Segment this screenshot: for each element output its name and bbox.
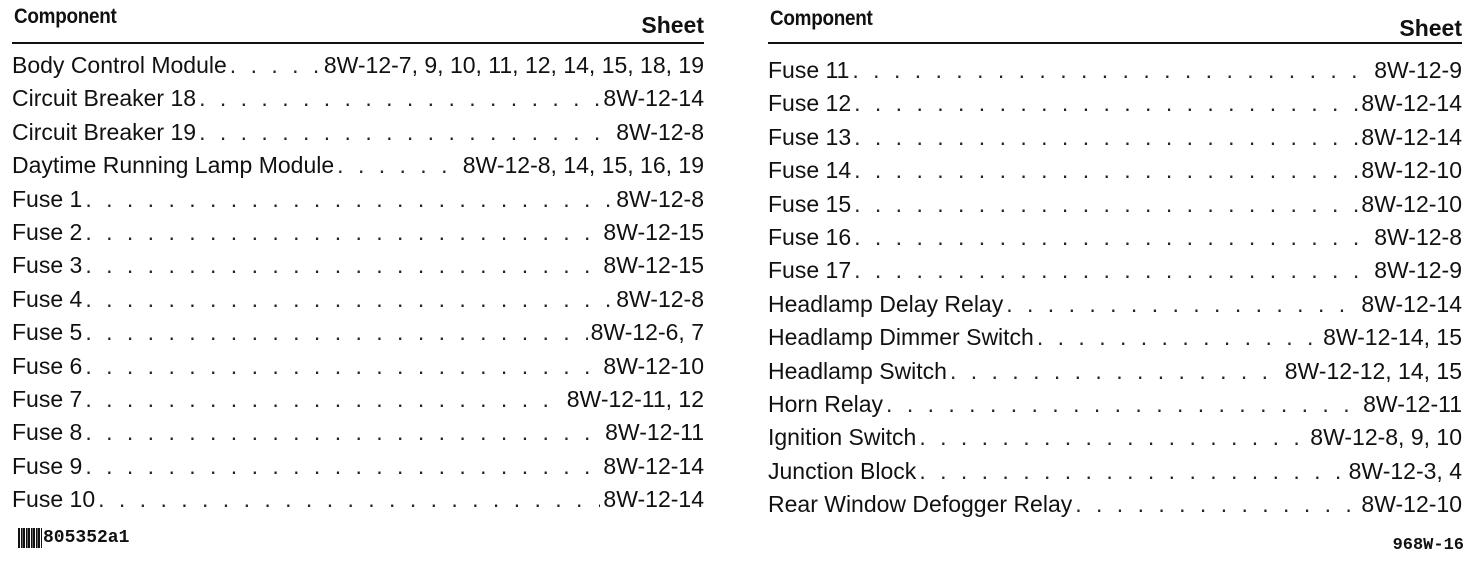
component-name: Fuse 17	[768, 257, 852, 284]
index-row	[12, 183, 704, 216]
sheet-reference: 8W-12-8, 9, 10	[1310, 424, 1462, 451]
dot-leader	[199, 82, 600, 115]
dot-leader	[1037, 321, 1320, 354]
sheet-reference: 8W-12-11	[605, 419, 704, 446]
dot-leader	[854, 221, 1371, 254]
component-name: Body Control Module	[12, 52, 227, 78]
component-name: Fuse 11	[768, 57, 850, 83]
dot-leader	[85, 416, 602, 449]
component-name: Junction Block	[768, 457, 917, 484]
dot-leader	[852, 54, 1371, 87]
page-code: 968W-16	[1392, 536, 1464, 555]
sheet-reference: 8W-12-7, 9, 10, 11, 12, 14, 15, 18, 19	[323, 52, 704, 78]
sheet-reference: 8W-12-8	[616, 185, 704, 212]
component-name: Headlamp Switch	[768, 357, 947, 384]
component-name: Fuse 1	[12, 185, 83, 212]
sheet-reference: 8W-12-10	[1361, 157, 1462, 184]
index-row	[768, 54, 1462, 87]
dot-leader	[199, 116, 613, 149]
index-row	[768, 355, 1462, 388]
sheet-reference: 8W-12-14	[603, 452, 704, 479]
sheet-reference: 8W-12-10	[1361, 491, 1462, 518]
index-row	[768, 87, 1462, 120]
component-name: Fuse 3	[12, 252, 83, 279]
sheet-column-heading: Sheet	[641, 12, 704, 38]
right-column-header	[768, 0, 1462, 44]
component-name: Ignition Switch	[768, 424, 917, 451]
left-component-list	[12, 44, 704, 516]
sheet-reference: 8W-12-15	[603, 218, 704, 245]
component-name: Fuse 4	[12, 285, 83, 312]
dot-leader	[85, 450, 600, 483]
sheet-reference: 8W-12-9	[1374, 257, 1462, 284]
sheet-reference: 8W-12-8	[1374, 223, 1462, 250]
dot-leader	[854, 87, 1358, 120]
left-column-header	[12, 0, 704, 44]
dot-leader	[854, 154, 1358, 187]
component-name: Headlamp Dimmer Switch	[768, 324, 1034, 351]
index-row	[768, 321, 1462, 354]
dot-leader	[98, 483, 600, 516]
index-row	[768, 421, 1462, 454]
dot-leader	[950, 355, 1282, 388]
dot-leader	[919, 455, 1345, 488]
component-name: Circuit Breaker 18	[12, 85, 197, 112]
index-row	[768, 488, 1462, 521]
component-name: Fuse 6	[12, 352, 83, 379]
index-row	[12, 49, 704, 82]
index-row	[12, 450, 704, 483]
sheet-reference: 8W-12-14	[1361, 123, 1462, 150]
sheet-column-heading: Sheet	[1399, 15, 1462, 41]
index-row	[12, 383, 704, 416]
index-row	[768, 288, 1462, 321]
dot-leader	[85, 283, 613, 316]
dot-leader	[85, 216, 600, 249]
dot-leader	[230, 49, 321, 82]
index-row	[768, 221, 1462, 254]
dot-leader	[886, 388, 1360, 421]
component-name: Fuse 7	[12, 385, 83, 412]
dot-leader	[85, 383, 563, 416]
dot-leader	[337, 149, 460, 182]
right-component-list	[768, 44, 1462, 521]
component-name: Fuse 10	[12, 486, 96, 513]
left-index-column	[12, 0, 704, 516]
component-column-heading: Component	[14, 5, 117, 28]
component-name: Rear Window Defogger Relay	[768, 491, 1073, 518]
component-name: Circuit Breaker 19	[12, 118, 197, 145]
right-index-column	[768, 0, 1462, 521]
index-row	[12, 249, 704, 282]
dot-leader	[85, 316, 587, 349]
index-row	[12, 316, 704, 349]
dot-leader	[85, 350, 600, 383]
sheet-reference: 8W-12-10	[603, 352, 704, 379]
sheet-reference: 8W-12-11, 12	[566, 385, 704, 412]
sheet-reference: 8W-12-8, 14, 15, 16, 19	[462, 152, 704, 179]
component-name: Fuse 8	[12, 419, 83, 446]
index-row	[768, 188, 1462, 221]
sheet-reference: 8W-12-8	[616, 285, 704, 312]
sheet-reference: 8W-12-14	[603, 486, 704, 513]
component-name: Fuse 2	[12, 218, 83, 245]
figure-code-text: 805352a1	[43, 528, 130, 548]
sheet-reference: 8W-12-3, 4	[1348, 457, 1462, 484]
component-name: Fuse 13	[768, 123, 852, 150]
dot-leader	[854, 188, 1358, 221]
index-row	[12, 149, 704, 182]
dot-leader	[854, 121, 1358, 154]
component-name: Fuse 12	[768, 90, 852, 117]
sheet-reference: 8W-12-14	[1361, 290, 1462, 317]
index-row	[768, 254, 1462, 287]
dot-leader	[919, 421, 1307, 454]
component-name: Fuse 16	[768, 223, 852, 250]
component-name: Headlamp Delay Relay	[768, 290, 1004, 317]
component-name: Fuse 15	[768, 190, 852, 217]
dot-leader	[1006, 288, 1358, 321]
sheet-reference: 8W-12-15	[603, 252, 704, 279]
sheet-reference: 8W-12-6, 7	[590, 319, 704, 346]
component-name: Daytime Running Lamp Module	[12, 152, 335, 179]
dot-leader	[1075, 488, 1358, 521]
index-row	[12, 82, 704, 115]
sheet-reference: 8W-12-14	[1361, 90, 1462, 117]
component-name: Fuse 14	[768, 157, 852, 184]
sheet-reference: 8W-12-12, 14, 15	[1284, 357, 1462, 384]
component-name: Fuse 5	[12, 319, 83, 346]
scan-mark	[18, 528, 42, 548]
index-row	[12, 116, 704, 149]
component-name: Horn Relay	[768, 390, 884, 417]
index-row	[12, 283, 704, 316]
dot-leader	[85, 183, 613, 216]
sheet-reference: 8W-12-9	[1374, 57, 1462, 83]
dot-leader	[85, 249, 600, 282]
index-row	[768, 388, 1462, 421]
index-row	[768, 121, 1462, 154]
index-row	[12, 350, 704, 383]
sheet-reference: 8W-12-8	[616, 118, 704, 145]
dot-leader	[854, 254, 1371, 287]
index-row	[768, 154, 1462, 187]
sheet-reference: 8W-12-14	[603, 85, 704, 112]
sheet-reference: 8W-12-14, 15	[1323, 324, 1462, 351]
figure-code	[18, 528, 129, 548]
index-row	[12, 483, 704, 516]
component-column-heading: Component	[770, 7, 873, 30]
index-row	[12, 216, 704, 249]
sheet-reference: 8W-12-10	[1361, 190, 1462, 217]
index-row	[768, 455, 1462, 488]
index-row	[12, 416, 704, 449]
sheet-reference: 8W-12-11	[1363, 390, 1462, 417]
component-name: Fuse 9	[12, 452, 83, 479]
